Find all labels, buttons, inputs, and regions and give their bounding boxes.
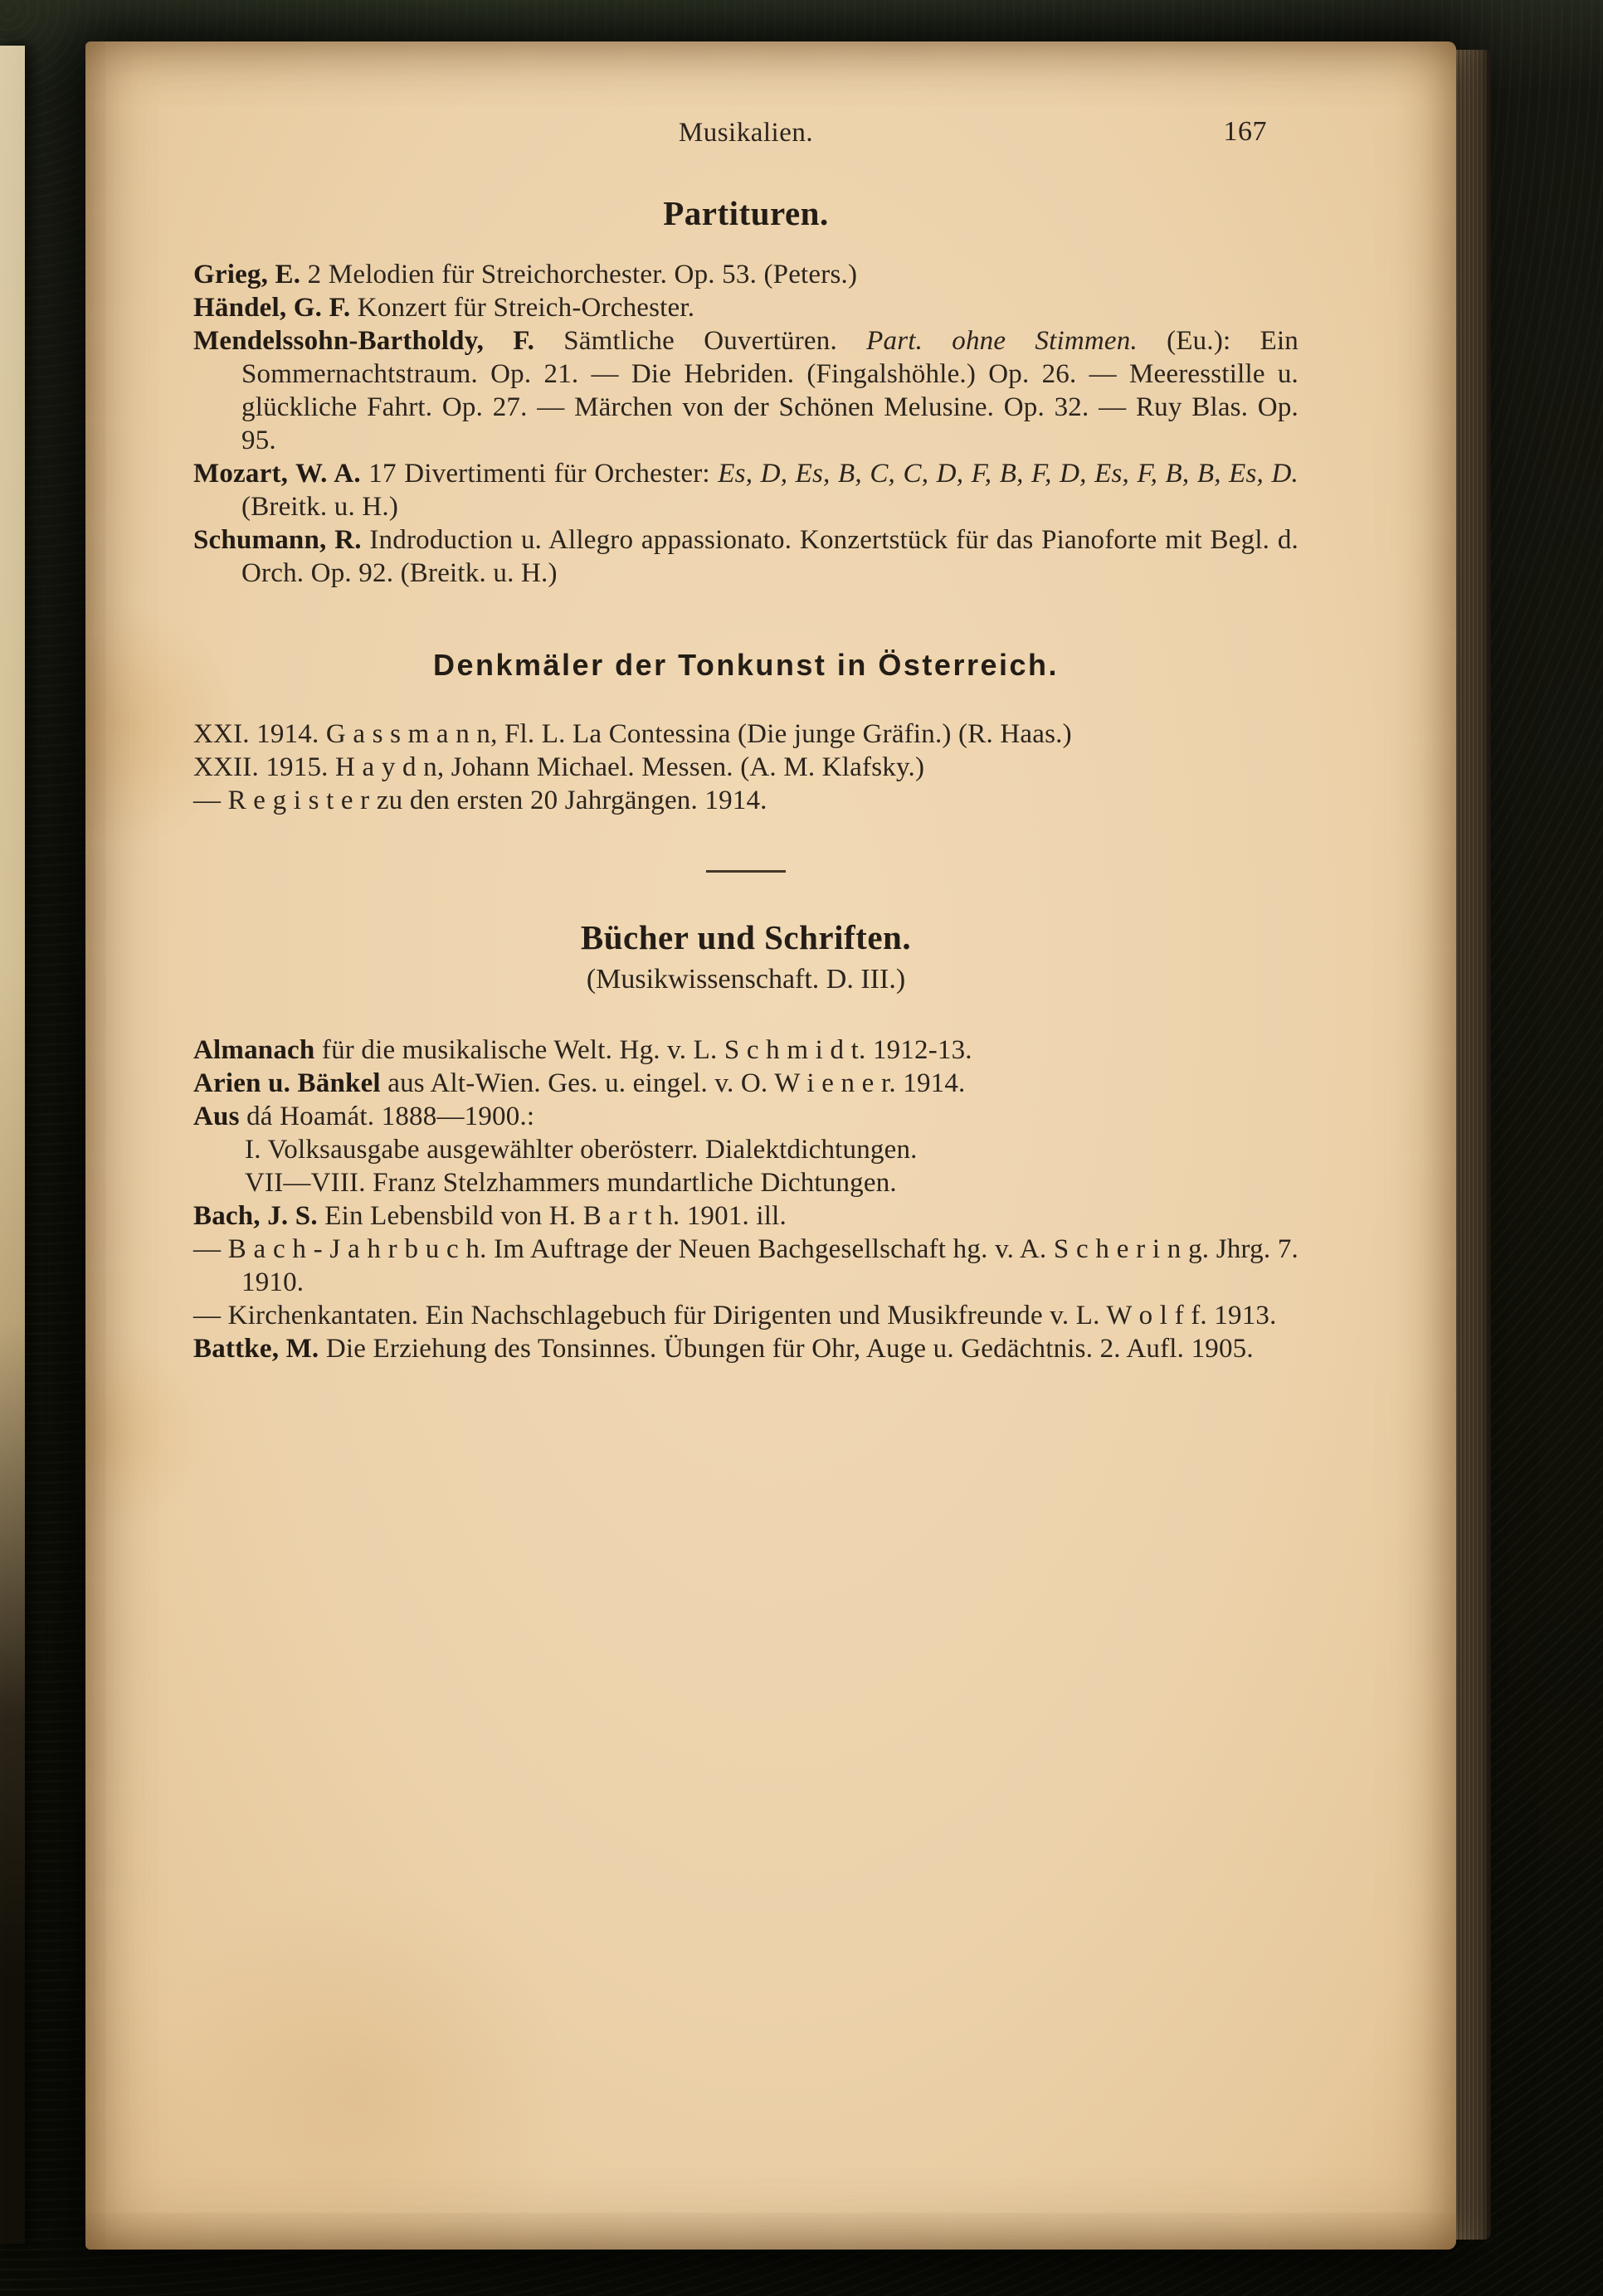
catalog-entry [193,1100,1298,1133]
catalog-entry [193,1299,1298,1332]
running-header-title: Musikalien. [678,118,814,148]
entry-text-italic: Es, D, Es, B, C, C, D, F, B, F, D, Es, F, B, B, Es, D. [718,459,1299,489]
entry-text-normal: 17 Divertimenti für Orchester: [360,459,719,489]
catalog-entry [193,751,1298,784]
entry-text-bold: Händel, G. F. [193,293,351,323]
catalog-entry [193,1034,1298,1067]
section-title-denkmaeler: Denkmäler der Tonkunst in Österreich. [432,648,1060,682]
adjacent-page-edge [0,46,25,2244]
catalog-entry [193,523,1298,590]
catalog-entry [193,718,1298,751]
entry-text-bold: Bach, J. S. [193,1201,318,1231]
entry-text-bold: Grieg, E. [193,260,301,289]
entry-text-normal: Indroduction u. Allegro appassionato. Konzertstück für das Pianoforte mit Begl. d. Orch. Op. 92. (Breitk. u. H.) [241,525,1298,588]
entry-list-buecher [193,1034,1298,1365]
entry-text-normal: — B a c h - J a h r b u c h. Im Auftrage der Neuen Bachgesellschaft hg. v. A. S c h e r i n g. Jhrg. 7. 1910. [193,1234,1298,1297]
entry-text-normal: Die Erziehung des Tonsinnes. Übungen für Ohr, Auge u. Gedächtnis. 2. Aufl. 1905. [319,1334,1254,1364]
entry-text-bold: Almanach [193,1035,315,1065]
catalog-entry [193,784,1298,817]
catalog-entry [193,1199,1298,1233]
entry-text-normal: 2 Melodien für Streichorchester. Op. 53. (Peters.) [300,260,858,289]
section-title-buecher: Bücher und Schriften. [580,918,912,956]
section-subtitle-buecher: (Musikwissenschaft. D. III.) [586,964,906,995]
catalog-entry [193,258,1298,291]
entry-text-normal: — R e g i s t e r zu den ersten 20 Jahrgängen. 1914. [193,786,767,815]
entry-text-normal: VII—VIII. Franz Stelzhammers mundartliche Dichtungen. [245,1168,897,1198]
section-title-partituren: Partituren. [663,194,829,232]
entry-text-normal: Sämtliche Ouvertüren. [534,326,867,356]
entry-text-normal: — Kirchenkantaten. Ein Nachschlagebuch für Dirigenten und Musikfreunde v. L. W o l f f. 1913. [193,1301,1277,1330]
entry-list-denkmaeler [193,718,1298,817]
entry-text-bold: Aus [193,1102,240,1131]
catalog-entry [193,1067,1298,1100]
catalog-entry [193,1233,1298,1299]
entry-text-normal: XXII. 1915. H a y d n, Johann Michael. Messen. (A. M. Klafsky.) [193,752,925,782]
entry-text-normal: Ein Lebensbild von H. B a r t h. 1901. ill. [317,1201,787,1231]
catalog-entry [193,457,1298,523]
entry-text-bold: Arien u. Bänkel [193,1068,381,1098]
catalog-entry [245,1133,1298,1166]
section-divider [706,870,786,873]
page-number: 167 [1223,116,1267,147]
page-content [193,41,1298,1365]
catalog-entry [193,324,1298,457]
entry-text-normal: XXI. 1914. G a s s m a n n, Fl. L. La Contessina (Die junge Gräfin.) (R. Haas.) [193,719,1072,749]
entry-text-normal: (Breitk. u. H.) [241,492,399,522]
catalog-entry [193,291,1298,324]
entry-text-normal: (Eu.): Ein Sommernachtstraum. Op. 21. — Die Hebriden. (Fingalshöhle.) Op. 26. — Meeresstille u. glückliche Fahrt. Op. 27. — Märchen von der Schönen Melusine. Op. 32. — Ruy Blas. Op. 95. [241,326,1299,455]
entry-text-normal: I. Volksausgabe ausgewählter oberösterr. Dialektdichtungen. [245,1135,918,1165]
catalog-entry [193,1332,1298,1365]
entry-text-normal: für die musikalische Welt. Hg. v. L. S c h m i d t. 1912-13. [314,1035,972,1065]
entry-list-partituren [193,258,1298,590]
entry-text-normal: aus Alt-Wien. Ges. u. eingel. v. O. W i e n e r. 1914. [380,1068,966,1098]
book-page [85,41,1456,2250]
entry-text-bold: Schumann, R. [193,525,362,555]
running-header [193,118,1298,148]
entry-text-normal: dá Hoamát. 1888—1900.: [239,1102,535,1131]
entry-text-bold: Mozart, W. A. [193,459,361,489]
entry-text-italic: Part. ohne Stimmen. [866,326,1138,356]
entry-text-bold: Mendelssohn-Bartholdy, F. [193,326,535,356]
entry-text-bold: Battke, M. [193,1334,319,1364]
catalog-entry [245,1166,1298,1199]
entry-text-normal: Konzert für Streich-Orchester. [350,293,695,323]
